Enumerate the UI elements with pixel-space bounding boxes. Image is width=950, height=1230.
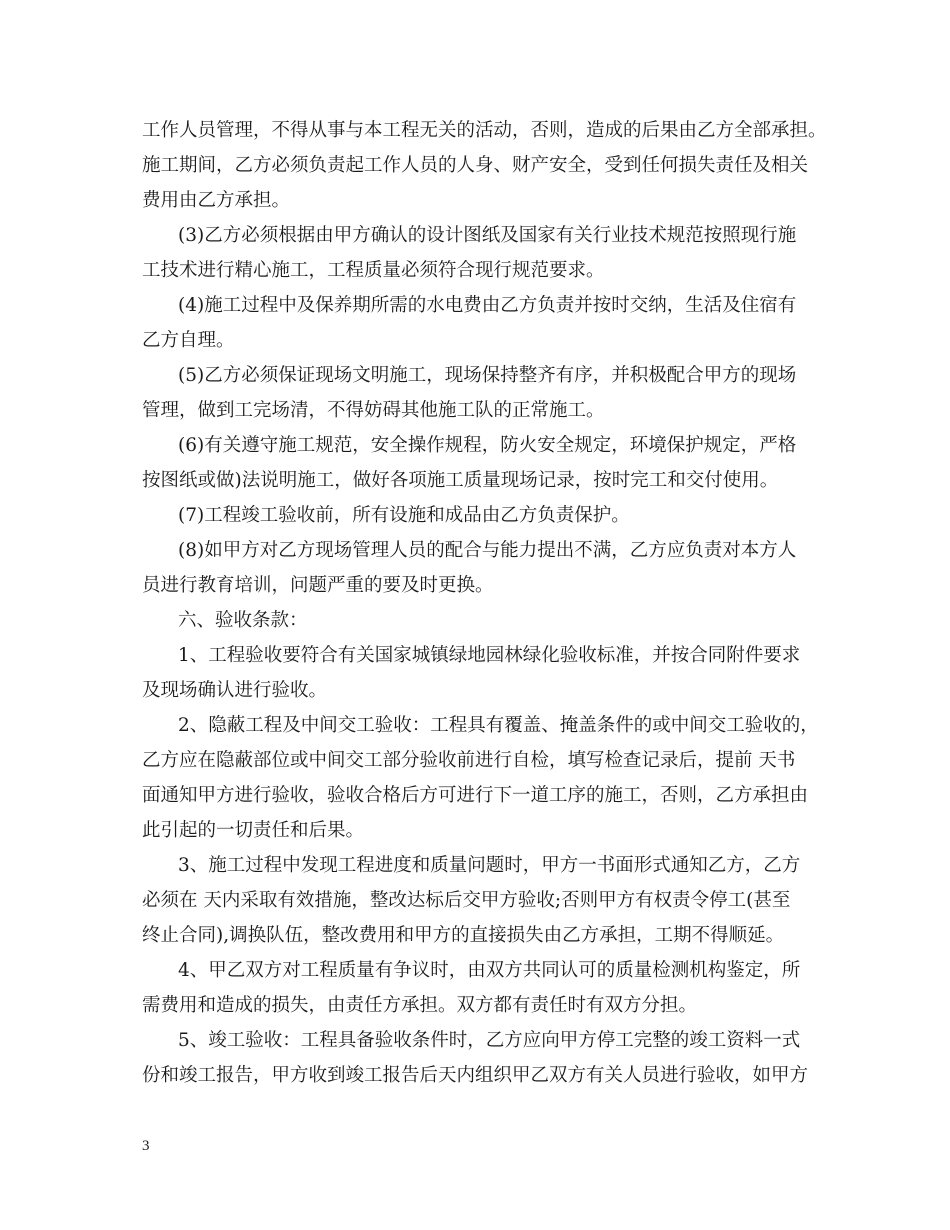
text-line: 4、甲乙双方对工程质量有争议时，由双方共同认可的质量检测机构鉴定，所 (178, 960, 801, 981)
text-line: 管理，做到工完场清，不得妨碍其他施工队的正常施工。 (142, 400, 605, 421)
text-line: (6)有关遵守施工规范，安全操作规程，防火安全规定，环境保护规定，严格 (178, 435, 797, 456)
text-line: (5)乙方必须保证现场文明施工，现场保持整齐有序，并积极配合甲方的现场 (178, 365, 797, 386)
text-line: 乙方自理。 (142, 330, 235, 351)
text-line: (4)施工过程中及保养期所需的水电费由乙方负责并按时交纳，生活及住宿有 (178, 295, 797, 316)
text-line: 员进行教育培训，问题严重的要及时更换。 (142, 575, 494, 596)
text-line: 工技术进行精心施工，工程质量必须符合现行规范要求。 (142, 260, 605, 281)
text-line: 面通知甲方进行验收，验收合格后方可进行下一道工序的施工，否则，乙方承担由 (142, 785, 809, 806)
text-line: 1、工程验收要符合有关国家城镇绿地园林绿化验收标准，并按合同附件要求 (178, 645, 801, 666)
page-number: 3 (142, 1138, 150, 1154)
text-line: 需费用和造成的损失，由责任方承担。双方都有责任时有双方分担。 (142, 995, 698, 1016)
text-line: 此引起的一切责任和后果。 (142, 820, 365, 841)
text-line: 按图纸或做)法说明施工，做好各项施工质量现场记录，按时完工和交付使用。 (142, 470, 779, 491)
text-line: 份和竣工报告，甲方收到竣工报告后天内组织甲乙双方有关人员进行验收，如甲方 (142, 1065, 809, 1086)
text-line: 及现场确认进行验收。 (142, 680, 328, 701)
text-line: 必须在 天内采取有效措施，整改达标后交甲方验收;否则甲方有权责令停工(甚至 (142, 890, 791, 911)
text-line: (8)如甲方对乙方现场管理人员的配合与能力提出不满，乙方应负责对本方人 (178, 540, 797, 561)
text-line: 终止合同),调换队伍，整改费用和甲方的直接损失由乙方承担，工期不得顺延。 (142, 925, 785, 946)
text-line: (3)乙方必须根据由甲方确认的设计图纸及国家有关行业技术规范按照现行施 (178, 225, 797, 246)
text-line: 2、隐蔽工程及中间交工验收：工程具有覆盖、掩盖条件的或中间交工验收的， (178, 715, 819, 736)
text-line: 费用由乙方承担。 (142, 190, 291, 211)
text-line: 5、竣工验收：工程具备验收条件时，乙方应向甲方停工完整的竣工资料一式 (178, 1030, 801, 1051)
text-line: (7)工程竣工验收前，所有设施和成品由乙方负责保护。 (178, 505, 630, 526)
text-line: 工作人员管理，不得从事与本工程无关的活动，否则，造成的后果由乙方全部承担。 (142, 120, 827, 141)
section-heading: 六、验收条款： (178, 610, 308, 631)
text-line: 施工期间，乙方必须负责起工作人员的人身、财产安全，受到任何损失责任及相关 (142, 155, 809, 176)
text-line: 3、施工过程中发现工程进度和质量问题时，甲方一书面形式通知乙方，乙方 (178, 855, 801, 876)
text-line: 乙方应在隐蔽部位或中间交工部分验收前进行自检，填写检查记录后，提前 天书 (142, 750, 796, 771)
